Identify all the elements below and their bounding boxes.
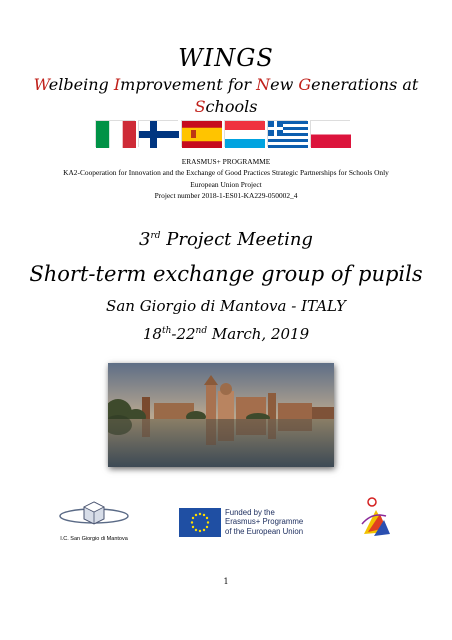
colorful-figure-icon (358, 494, 394, 540)
school-logo-text: I.C. San Giorgio di Mantova (60, 536, 128, 542)
subtitle-text: ew (270, 75, 299, 94)
date-end-suffix: nd (195, 326, 208, 336)
eu-funding-logo (179, 505, 329, 539)
document-subtitle (0, 74, 452, 118)
subtitle-initial: N (256, 75, 271, 94)
finland-flag-icon (138, 120, 178, 147)
italy-flag-icon (95, 120, 135, 147)
date-line (0, 325, 452, 343)
subtitle-text: elbeing (48, 75, 114, 94)
subtitle-initial: I (113, 75, 121, 94)
eu-line-3: of the European Union (225, 526, 304, 536)
program-line-1: ERASMUS+ PROGRAMME (181, 157, 271, 166)
poland-flag-icon (310, 120, 350, 147)
program-line-2: KA2-Cooperation for Innovation and the Exchange of Good Practices Strategic Partnerships for Schools Only (63, 168, 389, 177)
luxembourg-flag-icon (224, 120, 264, 147)
date-start-suffix: th (161, 326, 172, 336)
date-start: 18 (142, 325, 162, 343)
subtitle-initial: S (194, 97, 206, 116)
school-logo (57, 500, 131, 542)
date-separator: -22 (171, 325, 196, 343)
subtitle-text: enerations at (311, 75, 419, 94)
subtitle-initial: G (298, 75, 312, 94)
greece-flag-icon (267, 120, 307, 147)
meeting-suffix: rd (150, 231, 161, 241)
spain-flag-icon (181, 120, 221, 147)
program-line-4: Project number 2018-1-ES01-KA229-050002_4 (154, 191, 298, 200)
exchange-heading: Short-term exchange group of pupils (29, 262, 423, 286)
meeting-text: Project Meeting (160, 229, 313, 250)
meeting-number: 3 (139, 229, 151, 250)
eu-funding-text (225, 508, 303, 537)
program-line-3: European Union Project (190, 180, 262, 189)
mantova-skyline-photo (108, 363, 334, 467)
subtitle-text: chools (205, 97, 258, 116)
page-number: 1 (223, 577, 229, 586)
subtitle-text: mprovement for (120, 75, 257, 94)
partner-logo (358, 494, 394, 540)
eu-line-1: Funded by the (225, 507, 275, 517)
partner-flags (95, 120, 357, 148)
eu-flag-icon (179, 508, 221, 537)
cube-planet-icon (57, 500, 131, 530)
subtitle-initial: W (33, 75, 49, 94)
date-rest: March, 2019 (207, 325, 310, 343)
eu-line-2: Erasmus+ Programme (225, 517, 304, 527)
location-line: San Giorgio di Mantova - ITALY (106, 297, 346, 315)
meeting-heading (0, 229, 452, 250)
document-title: WINGS (178, 44, 274, 72)
